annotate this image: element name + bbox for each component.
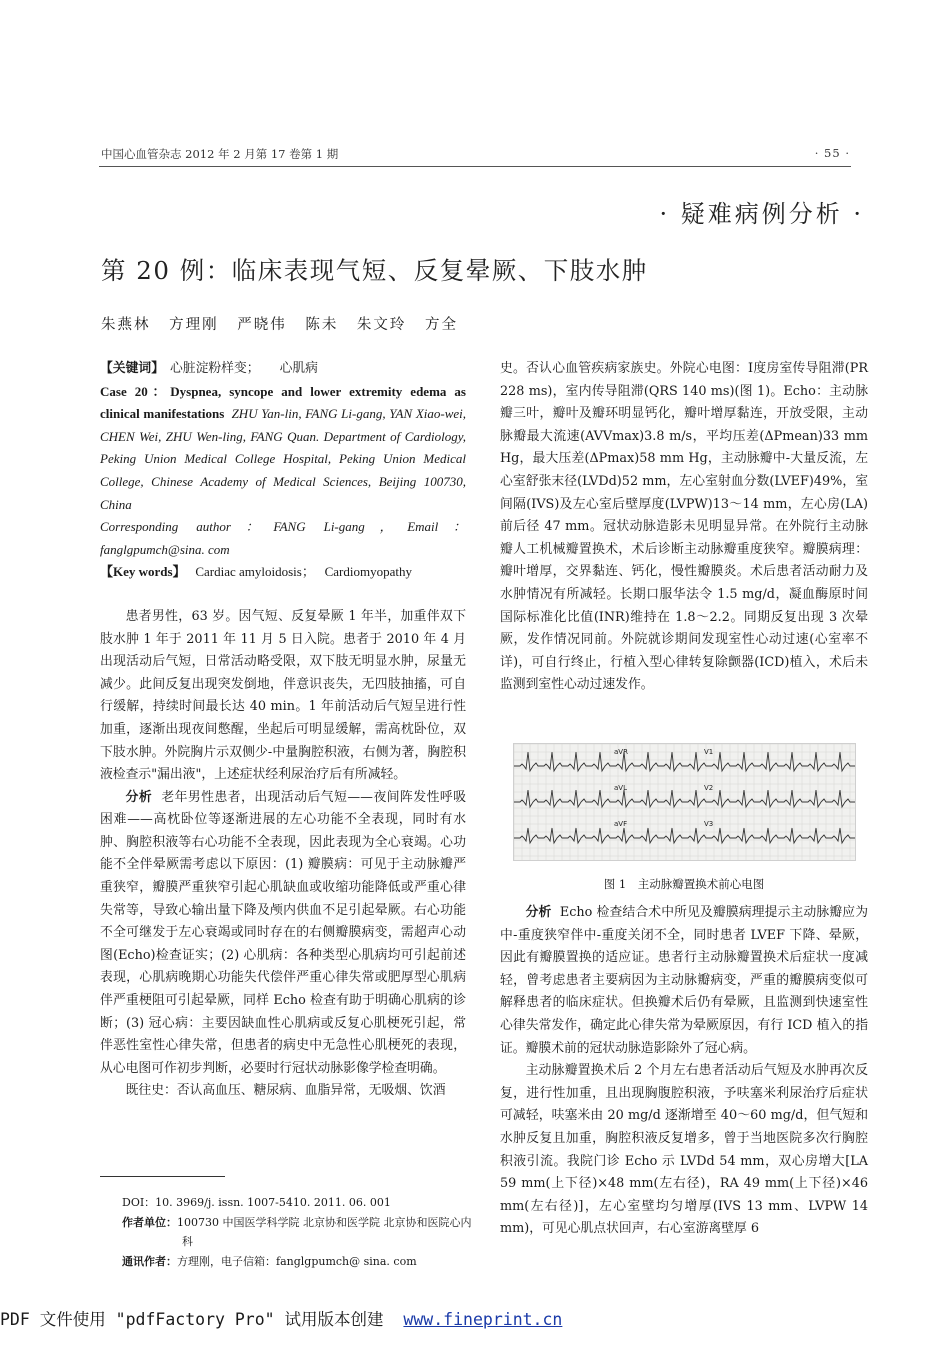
english-abstract xyxy=(100,381,466,584)
keywords-en xyxy=(100,561,466,584)
past-history-continued: 史。否认心血管疾病家族史。外院心电图：Ⅰ度房室传导阻滞(PR 228 ms)，室内传导阻滞(QRS 140 ms)(图 1)。Echo：主动脉瓣三叶，瓣叶及瓣环明显钙化，瓣叶增厚黏连，开放受限，主动脉瓣最大流速(AVVmax)3.8 m/s，平均压差(ΔPmean)33 mm Hg，最大压差(ΔPmax)58 mm Hg，主动脉瓣中-大量反流，左心室舒张末径(LVDd)52 mm，左心室射血分数(LVEF)49%，室间隔(IVS)及左心室后壁厚度(LVPW)13～14 mm，左心房(LA)前后径 47 mm。冠状动脉造影未见明显异常。在外院行主动脉瓣人工机械瓣置换术，术后诊断主动脉瓣重度狭窄。瓣膜病理：瓣叶增厚，交界黏连、钙化，慢性瓣膜炎。术后患者活动耐力及水肿情况有所减轻。长期口服华法令 1.5 mg/d，凝血酶原时间国际标准化比值(INR)维持在 1.8～2.2。同期反复出现 3 次晕厥，发作情况同前。外院就诊期间发现室性心动过速(心室率不详)，可自行终止，行植入型心律转复除颤器(ICD)植入，术后未监测到室性心动过速发作。 xyxy=(500,361,868,693)
header-rule xyxy=(99,166,851,167)
analysis-text-2: Echo 检查结合术中所见及瓣膜病理提示主动脉瓣应为中-重度狭窄伴中-重度关闭不全，同时患者 LVEF 下降、晕厥，因此有瓣膜置换的适应证。患者行主动脉瓣置换术后症状一度减轻，曾考虑患者主要病因为主动脉瓣病变，严重的瓣膜病变似可解释患者的临床症状。但换瓣术后仍有晕厥，且监测到快速室性心律失常发作，确定此心律失常为晕厥原因，有行 ICD 植入的指证。瓣膜术前的冠状动脉造影除外了冠心病。 xyxy=(500,905,869,1056)
pdf-watermark-footer xyxy=(0,1306,562,1330)
english-authors: ZHU Yan-lin, FANG Li-gang, YAN Xiao-wei, CHEN Wei, ZHU Wen-ling, FANG Quan. Department of Cardiology, Peking Union Medical College Hospital, Peking Union Medical College, Chinese Academy of Medical Sciences, Beijing 100730, China xyxy=(100,406,466,512)
corresponding-author xyxy=(122,1252,472,1272)
author-list: 朱燕林 方理刚 严晓伟 陈未 朱文玲 方全 xyxy=(101,317,459,333)
article-title: 第 20 例：临床表现气短、反复晕厥、下肢水肿 xyxy=(101,256,648,285)
author-affiliation xyxy=(122,1213,472,1252)
keyword-1: 心脏淀粉样变； xyxy=(169,361,260,376)
footnotes xyxy=(122,1193,472,1271)
corresponding-text: 方理刚，电子信箱：fanglgpumch@ sina. com xyxy=(177,1254,417,1268)
english-correspondence: Corresponding author：FANG Li-gang，Email：fanglgpumch@sina. com xyxy=(100,519,466,557)
ecg-lead-label: V3 xyxy=(704,820,714,828)
left-column xyxy=(100,358,466,1103)
analysis-paragraph-2 xyxy=(500,902,868,1060)
followup-paragraph: 主动脉瓣置换术后 2 个月左右患者活动后气短及水肿再次反复，进行性加重，且出现胸腹腔积液，予呋塞米利尿治疗后症状可减轻，呋塞米由 20 mg/d 逐渐增至 40～60 mg/d，但气短和水肿反复且加重，胸腔积液反复增多，曾于当地医院多次行胸腔积液引流。我院门诊 Echo 示 LVDd 54 mm，双心房增大[LA 59 mm(上下径)×48 mm(左右径)，RA 49 mm(上下径)×46 mm(左右径)]，左心室壁均匀增厚(IVS 13 mm、LVPW 14 mm)，可见心肌点状回声，右心室游离壁厚 6 xyxy=(500,1063,868,1237)
ecg-lead-label: V1 xyxy=(704,748,714,756)
english-title: Case 20：Dyspnea, syncope and lower extremity edema as clinical manifestations xyxy=(100,383,466,422)
doi: DOI：10. 3969/j. issn. 1007-5410. 2011. 06. 001 xyxy=(122,1196,391,1209)
ecg-lead-label: aVF xyxy=(614,820,628,828)
corresponding-label: 通讯作者： xyxy=(122,1254,177,1268)
footnote-rule xyxy=(100,1176,225,1177)
ecg-lead-label: V2 xyxy=(704,784,714,792)
running-header-journal: 中国心血管杂志 2012 年 2 月第 17 卷第 1 期 xyxy=(101,147,339,161)
case-history-paragraph: 患者男性，63 岁。因气短、反复晕厥 1 年半，加重伴双下肢水肿 1 年于 2011 年 11 月 5 日入院。患者于 2010 年 4 月出现活动后气短，日常活动略受限，双下肢无明显水肿，尿量无减少。此间反复出现突发倒地，伴意识丧失，无四肢抽搐，可自行缓解，持续时间最长达 40 min。1 年前活动后气短呈进行性加重，逐渐出现夜间憋醒，坐起后可明显缓解，需高枕卧位，双下肢水肿。外院胸片示双侧少-中量胸腔积液，右侧为著，胸腔积液检查示"漏出液"，上述症状经利尿治疗后有所减轻。 xyxy=(100,608,466,783)
analysis-text-1: 老年男性患者，出现活动后气短——夜间阵发性呼吸困难——高枕卧位等逐渐进展的左心功能不全表现，同时有水肿、胸腔积液等右心功能不全表现，因此表现为全心衰竭。心功能不全伴晕厥需考虑以下原因：(1) 瓣膜病：可见于主动脉瓣严重狭窄，瓣膜严重狭窄引起心肌缺血或收缩功能降低或严重心律失常等，导致心输出量下降及颅内供血不足引起晕厥。右心功能不全可继发于左心衰竭或同时存在的右侧瓣膜病变，需超声心动图(Echo)检查证实；(2) 心肌病：各种类型心肌病均可引起前述表现，心肌病晚期心功能失代偿伴严重心律失常或肥厚型心肌病伴严重梗阻可引起晕厥，同样 Echo 检查有助于明确心肌病的诊断；(3) 冠心病：主要因缺血性心肌病或反复心肌梗死引起，常伴恶性室性心律失常，但患者的病史中无急性心肌梗死的表现，从心电图可作初步判断，必要时行冠状动脉影像学检查明确。 xyxy=(100,789,467,1076)
affiliation-text: 100730 中国医学科学院 北京协和医学院 北京协和医院心内科 xyxy=(177,1215,472,1248)
section-heading: · 疑难病例分析 · xyxy=(659,200,864,228)
ecg-figure xyxy=(513,743,856,861)
ecg-lead-label: aVL xyxy=(614,784,627,792)
fineprint-link[interactable]: www.fineprint.cn xyxy=(403,1310,563,1329)
analysis-label-2: 分析 xyxy=(525,905,552,920)
analysis-label-1: 分析 xyxy=(125,789,153,805)
past-history-paragraph: 既往史：否认高血压、糖尿病、血脂异常，无吸烟、饮酒 xyxy=(125,1083,446,1099)
keywords-en-label: 【Key words】 xyxy=(100,564,186,580)
ecg-strip-image xyxy=(514,744,855,860)
page-number: · 55 · xyxy=(814,146,850,160)
pdf-footer-text: PDF 文件使用 "pdfFactory Pro" 试用版本创建 xyxy=(0,1310,384,1329)
figure-caption: 图 1 主动脉瓣置换术前心电图 xyxy=(603,877,765,891)
ecg-trace xyxy=(514,790,855,807)
right-column-top xyxy=(500,358,868,697)
keywords-cn-label: 【关键词】 xyxy=(100,361,164,376)
ecg-lead-label: aVR xyxy=(614,748,628,756)
ecg-trace xyxy=(514,828,855,843)
keyword-en-1: Cardiac amyloidosis； xyxy=(195,564,315,580)
right-column-bottom xyxy=(500,902,868,1241)
keywords-cn xyxy=(100,358,466,381)
keyword-2: 心肌病 xyxy=(279,361,318,376)
affiliation-label: 作者单位： xyxy=(122,1215,177,1229)
keyword-en-2: Cardiomyopathy xyxy=(324,564,412,580)
analysis-paragraph-1 xyxy=(100,787,466,1081)
